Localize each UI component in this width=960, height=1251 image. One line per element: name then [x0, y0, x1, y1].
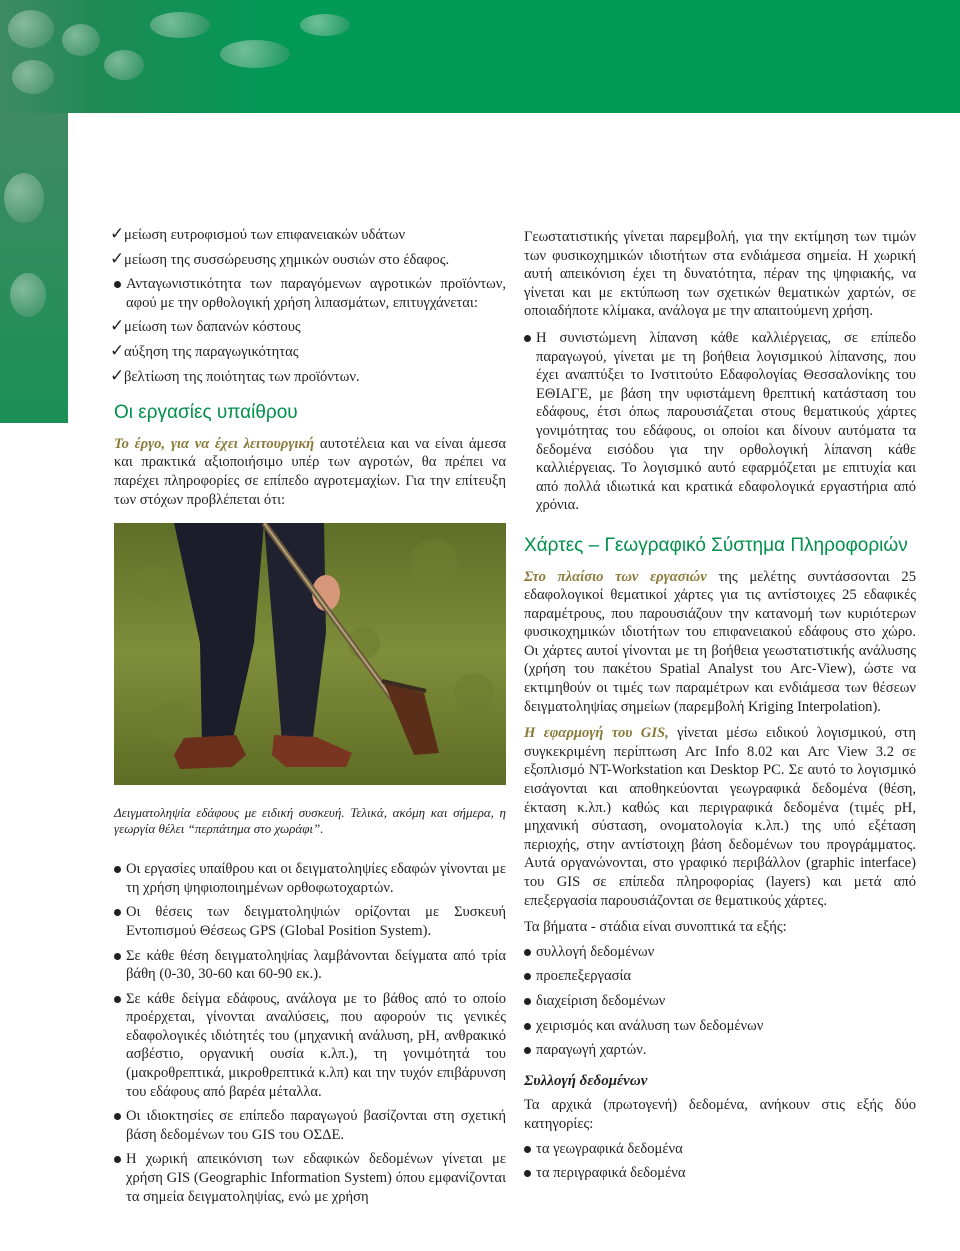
- checkmark-icon: ✓: [110, 248, 125, 269]
- data-type-item: τα γεωγραφικά δεδομένα: [524, 1140, 916, 1159]
- bullet-item: Ανταγωνιστικότητα των παραγόμενων αγροτικών προϊόντων, αφού με την ορθολογική χρήση λιπασμάτων, επιτυγχάνεται:: [114, 275, 506, 312]
- gis-lead: Η εφαρμογή του GIS,: [524, 725, 669, 742]
- step-item: παραγωγή χαρτών.: [524, 1041, 916, 1060]
- intro-paragraph: Το έργο, για να έχει λειτουργική αυτοτέλεια και να είναι άμεσα και πρακτικά αξιοποιήσιμο υπέρ των αγροτών, θα πρέπει να παρέχει πληροφορίες σε επίπεδο αγροτεμαχίων. Για την επίτευξη των στόχων προβλέπεται ότι:: [114, 435, 506, 508]
- soil-sampling-photo: [114, 523, 506, 785]
- bullet-dot-icon: [114, 953, 121, 960]
- maps-paragraph: Στο πλαίσιο των εργασιών της μελέτης συντάσσονται 25 εδαφολογικοί θεματικοί χάρτες για τις αντίστοιχες 25 εδαφικές παραμέτρους, που παρουσιάζουν την κατανομή των κυριότερων φυσικοχημικών ιδιοτήτων του επιφανειακού εδάφους στο χώρο. Οι χάρτες αυτοί γίνονται με τη βοήθεια γεωστατιστικής ανάλυσης (χρήση του πακέτου Spatial Analyst του Arc-View), ώστε να εκτιμηθούν οι τιμές των παραμέτρων και ενδιάμεσα των θέσεων δειγματοληψίας σημείων (παρεμβολή Kriging Interpolation).: [524, 568, 916, 715]
- checkmark-icon: ✓: [110, 224, 125, 244]
- subheading-data-collection: Συλλογή δεδομένων: [524, 1072, 648, 1089]
- step-item: προεπεξεργασία: [524, 967, 916, 986]
- right-column: [524, 228, 916, 1189]
- soil-sampling-illustration: [114, 523, 506, 785]
- bullet-item: Οι ιδιοκτησίες σε επίπεδο παραγωγού βασίζονται στη σχετική βάση δεδομένων του GIS του ΟΣΔΕ.: [114, 1107, 506, 1144]
- bullet-dot-icon: [524, 1047, 531, 1054]
- bullet-dot-icon: [114, 281, 121, 288]
- steps-intro: Τα βήματα - στάδια είναι συνοπτικά τα εξής:: [524, 919, 787, 936]
- data-type-item: τα περιγραφικά δεδομένα: [524, 1164, 916, 1183]
- bullet-item: Η συνιστώμενη λίπανση κάθε καλλιέργειας, σε επίπεδο παραγωγού, γίνεται με τη βοήθεια λογισμικού λίπανσης, που έχει αναπτύξει το Ινστιτούτο Εδαφολογίας Θεσσαλονίκης του ΕΘΙΑΓΕ, με βάση την υφιστάμενη θρεπτική κατάσταση του εδάφους, έτσι όπως παρουσιάζεται στους θεματικούς χάρτες γονιμότητας του εδάφους, οι οποίοι και δίνουν αυτόματα τα δεδομένα εισόδου για την ορθολογική λίπανση κάθε καλλιέργειας. Το λογισμικό αυτό εφαρμόζεται με επιτυχία και από πολλά ιδιωτικά και κρατικά εδαφολογικά εργαστήρια από χρόνια.: [524, 329, 916, 515]
- bullet-item: Η χωρική απεικόνιση των εδαφικών δεδομένων γίνεται με χρήση GIS (Geographic Information System) όπου εμφανίζονται τα σημεία δειγματοληψίας, ενώ με χρήση: [114, 1150, 506, 1206]
- left-margin-band: [0, 113, 68, 423]
- bullet-item: Οι εργασίες υπαίθρου και οι δειγματοληψίες εδαφών γίνονται με τη χρήση ψηφιοποιημένων ορθοφωτοχαρτών.: [114, 860, 506, 897]
- bullet-dot-icon: [524, 973, 531, 980]
- bullet-dot-icon: [524, 1023, 531, 1030]
- bullet-item: Σε κάθε δείγμα εδάφους, ανάλογα με το βάθος από το οποίο προέρχεται, γίνονται αναλύσεις, που αφορούν τις γενικές εδαφολογικές ιδιότητές του (μηχανική ανάλυση, pH, ανθρακικό ασβέστιο, οργανική ουσία κ.λπ.), τη γονιμότητά του (μακροθρεπτικά, μικροθρεπτικά κ.λπ) και την τυχόν επιβάρυνση του εδάφους από βαρέα μέταλλα.: [114, 990, 506, 1102]
- bullet-dot-icon: [524, 1170, 531, 1177]
- bullet-dot-icon: [524, 1146, 531, 1153]
- continuation-paragraph: Γεωστατιστικής γίνεται παρεμβολή, για την εκτίμηση των τιμών των φυσικοχημικών ιδιοτήτων στα ενδιάμεσα σημεία. Η χωρική αυτή απεικόνιση έχει τη δυνατότητα, πέραν της ψηφιακής, να γίνεται και με εκτύπωση των σχετικών θεματικών χαρτών, σε οποιαδήποτε κλίμακα, ανάλογα με την απαιτούμενη χρήση.: [524, 229, 916, 320]
- data-intro: Τα αρχικά (πρωτογενή) δεδομένα, ανήκουν στις εξής δύο κατηγορίες:: [524, 1097, 916, 1132]
- section-heading-maps-gis: Χάρτες – Γεωγραφικό Σύστημα Πληροφοριών: [524, 534, 908, 556]
- calculator-keypad-image: [0, 0, 380, 113]
- header-band: [0, 0, 960, 113]
- bullet-dot-icon: [114, 866, 121, 873]
- bullet-dot-icon: [524, 949, 531, 956]
- bullet-dot-icon: [524, 998, 531, 1005]
- check-item: ✓ μείωση των δαπανών κόστους: [110, 316, 301, 337]
- bullet-dot-icon: [114, 996, 121, 1003]
- step-item: χειρισμός και ανάλυση των δεδομένων: [524, 1017, 916, 1036]
- step-item: διαχείριση δεδομένων: [524, 992, 916, 1011]
- photo-caption: Δειγματοληψία εδάφους με ειδική συσκευή. Τελικά, ακόμη και σήμερα, η γεωργία θέλει “περπάτημα στο χωράφι”.: [114, 805, 506, 836]
- bullet-item: Σε κάθε θέση δειγματοληψίας λαμβάνονται δείγματα από τρία βάθη (0-30, 30-60 και 60-90 εκ.).: [114, 947, 506, 984]
- checkmark-icon: ✓: [110, 340, 125, 361]
- check-item: ✓ αύξηση της παραγωγικότητας: [110, 340, 299, 361]
- gis-paragraph: Η εφαρμογή του GIS, γίνεται μέσω ειδικού λογισμικού, στη συγκεκριμένη περίπτωση Arc Info 8.02 και Arc View 3.2 σε εξοπλισμό NT-Workstation και Desktop PC. Σε αυτό το λογισμικό εισάγονται και αποθηκεύονται γεωγραφικά δεδομένα (θέση, έκταση κ.λπ.) καθώς και περιγραφικά δεδομένα (τιμές pH, μηχανική σύσταση, ονοματολογία κ.λπ.) της υπό εξέταση περιοχής, στην αντίστοιχη βάση δεδομένων του προγράμματος. Αυτά οργανώνονται, στο γραφικό περιβάλλον (graphic interface) του GIS σε επίπεδα πληροφορίας (layers) και μετά από επεξεργασία παρουσιάζονται σε θεματικούς χάρτες.: [524, 725, 916, 909]
- bullet-dot-icon: [114, 1156, 121, 1163]
- maps-lead: Στο πλαίσιο των εργασιών: [524, 568, 707, 585]
- step-item: συλλογή δεδομένων: [524, 943, 916, 962]
- bullet-dot-icon: [524, 335, 531, 342]
- check-item: ✓ μείωση της συσσώρευσης χημικών ουσιών στο έδαφος.: [110, 248, 450, 269]
- check-item: ✓ μείωση ευτροφισμού των επιφανειακών υδάτων: [110, 224, 406, 244]
- left-column: [110, 224, 506, 1212]
- bullet-item: Οι θέσεις των δειγματοληψιών ορίζονται με Συσκευή Εντοπισμού Θέσεως GPS (Global Position System).: [114, 903, 506, 940]
- checkmark-icon: ✓: [110, 316, 125, 337]
- intro-lead: Το έργο, για να έχει λειτουργική: [114, 435, 315, 452]
- check-item: ✓ βελτίωση της ποιότητας των προϊόντων.: [110, 365, 360, 386]
- bullet-dot-icon: [114, 909, 121, 916]
- checkmark-icon: ✓: [110, 365, 125, 386]
- bullet-dot-icon: [114, 1113, 121, 1120]
- section-heading-field-work: Οι εργασίες υπαίθρου: [114, 402, 298, 424]
